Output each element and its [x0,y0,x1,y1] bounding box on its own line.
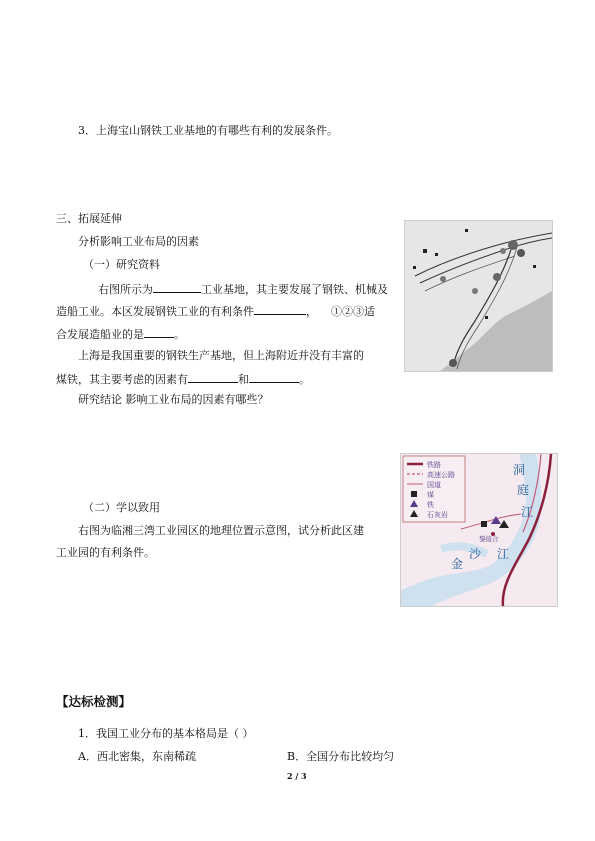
legend-national-road: 国道 [427,481,441,489]
map-marker-6 [485,316,488,319]
industrial-center-6 [449,359,457,367]
part1-para2-line2 [56,371,310,387]
part2-line2: 工业园的有利条件。 [56,546,155,559]
industrial-center-1 [508,240,518,250]
legend-iron: 铁 [427,501,434,509]
coal-site [481,521,487,527]
industrial-center-7 [440,276,446,282]
label-jiang: 江 [497,547,510,561]
part1-line2-mid: ， [306,305,317,318]
industrial-center-4 [493,273,501,281]
industrial-center-3 [500,248,506,254]
part2-line1: 右图为临湘三湾工业园区的地理位置示意图，试分析此区建 [78,524,364,537]
label-river-a: 洞 [513,463,526,477]
map-marker-4 [533,265,536,268]
shanghai-industrial-map [404,220,553,372]
label-river-b: 庭 [517,483,530,497]
option-b[interactable]: B．全国分布比较均匀 [287,750,395,763]
label-sha: 沙 [469,547,482,561]
label-jin: 金 [451,557,464,571]
blank-industrial-base[interactable] [153,281,201,293]
legend-coal: 煤 [427,491,434,499]
part1-line2-pre: 造船工业。本区发展钢铁工业的有利条件 [56,305,254,318]
legend-rail: 铁路 [427,461,441,469]
part1-line3 [56,326,185,342]
label-town: 黎接合 [479,535,499,543]
blank-steel-conditions[interactable] [254,303,306,315]
part2-label: （二）学以致用 [83,501,160,514]
shanghai-map-svg [405,221,552,371]
research-conclusion: 研究结论 影响工业布局的因素有哪些？ [78,393,269,406]
map-marker-5 [465,229,468,232]
part1-line3-post: 。 [174,328,185,341]
part1-line2-post: ①②③适 [331,305,375,318]
blank-factor-1[interactable] [188,371,238,383]
land-area [405,221,552,371]
map-marker-1 [423,249,427,253]
section-topic: 分析影响工业布局的因素 [78,235,199,248]
label-river-c: 江 [521,505,534,519]
industrial-center-2 [517,249,525,257]
part1-line1-pre: 右图所示为 [98,283,153,296]
legend-highway: 高速公路 [427,471,455,479]
blank-shipbuilding[interactable] [144,326,174,338]
part1-label: （一）研究资料 [83,258,160,271]
part1-line1 [98,281,388,297]
section-heading: 三、拓展延伸 [56,212,122,225]
part1-para2-line1: 上海是我国重要的钢铁生产基地，但上海附近并没有丰富的 [78,349,364,362]
map-marker-2 [435,253,438,256]
legend-limestone: 石灰岩 [427,511,448,519]
part1-para2-pre: 煤铁，其主要考虑的因素有 [56,373,188,386]
part1-line3-pre: 合发展造船业的是 [56,328,144,341]
part1-para2-mid: 和 [238,373,249,386]
assessment-heading: 【达标检测】 [56,694,132,709]
option-a[interactable]: A．西北密集，东南稀疏 [78,750,196,763]
linxiang-map-svg [401,454,557,606]
part1-line2 [56,303,375,319]
question-3: 3．上海宝山钢铁工业基地的有哪些有利的发展条件。 [78,124,338,137]
map-marker-3 [413,266,416,269]
legend-coal-swatch [411,491,417,497]
page-number: 2 / 3 [287,771,307,781]
part1-para2-post: 。 [299,373,310,386]
assessment-question-1: 1．我国工业分布的基本格局是（ ） [78,727,254,740]
industrial-center-5 [472,288,478,294]
part1-line1-post: 工业基地，其主要发展了钢铁、机械及 [201,283,388,296]
blank-factor-2[interactable] [249,371,299,383]
linxiang-park-map [400,453,558,607]
